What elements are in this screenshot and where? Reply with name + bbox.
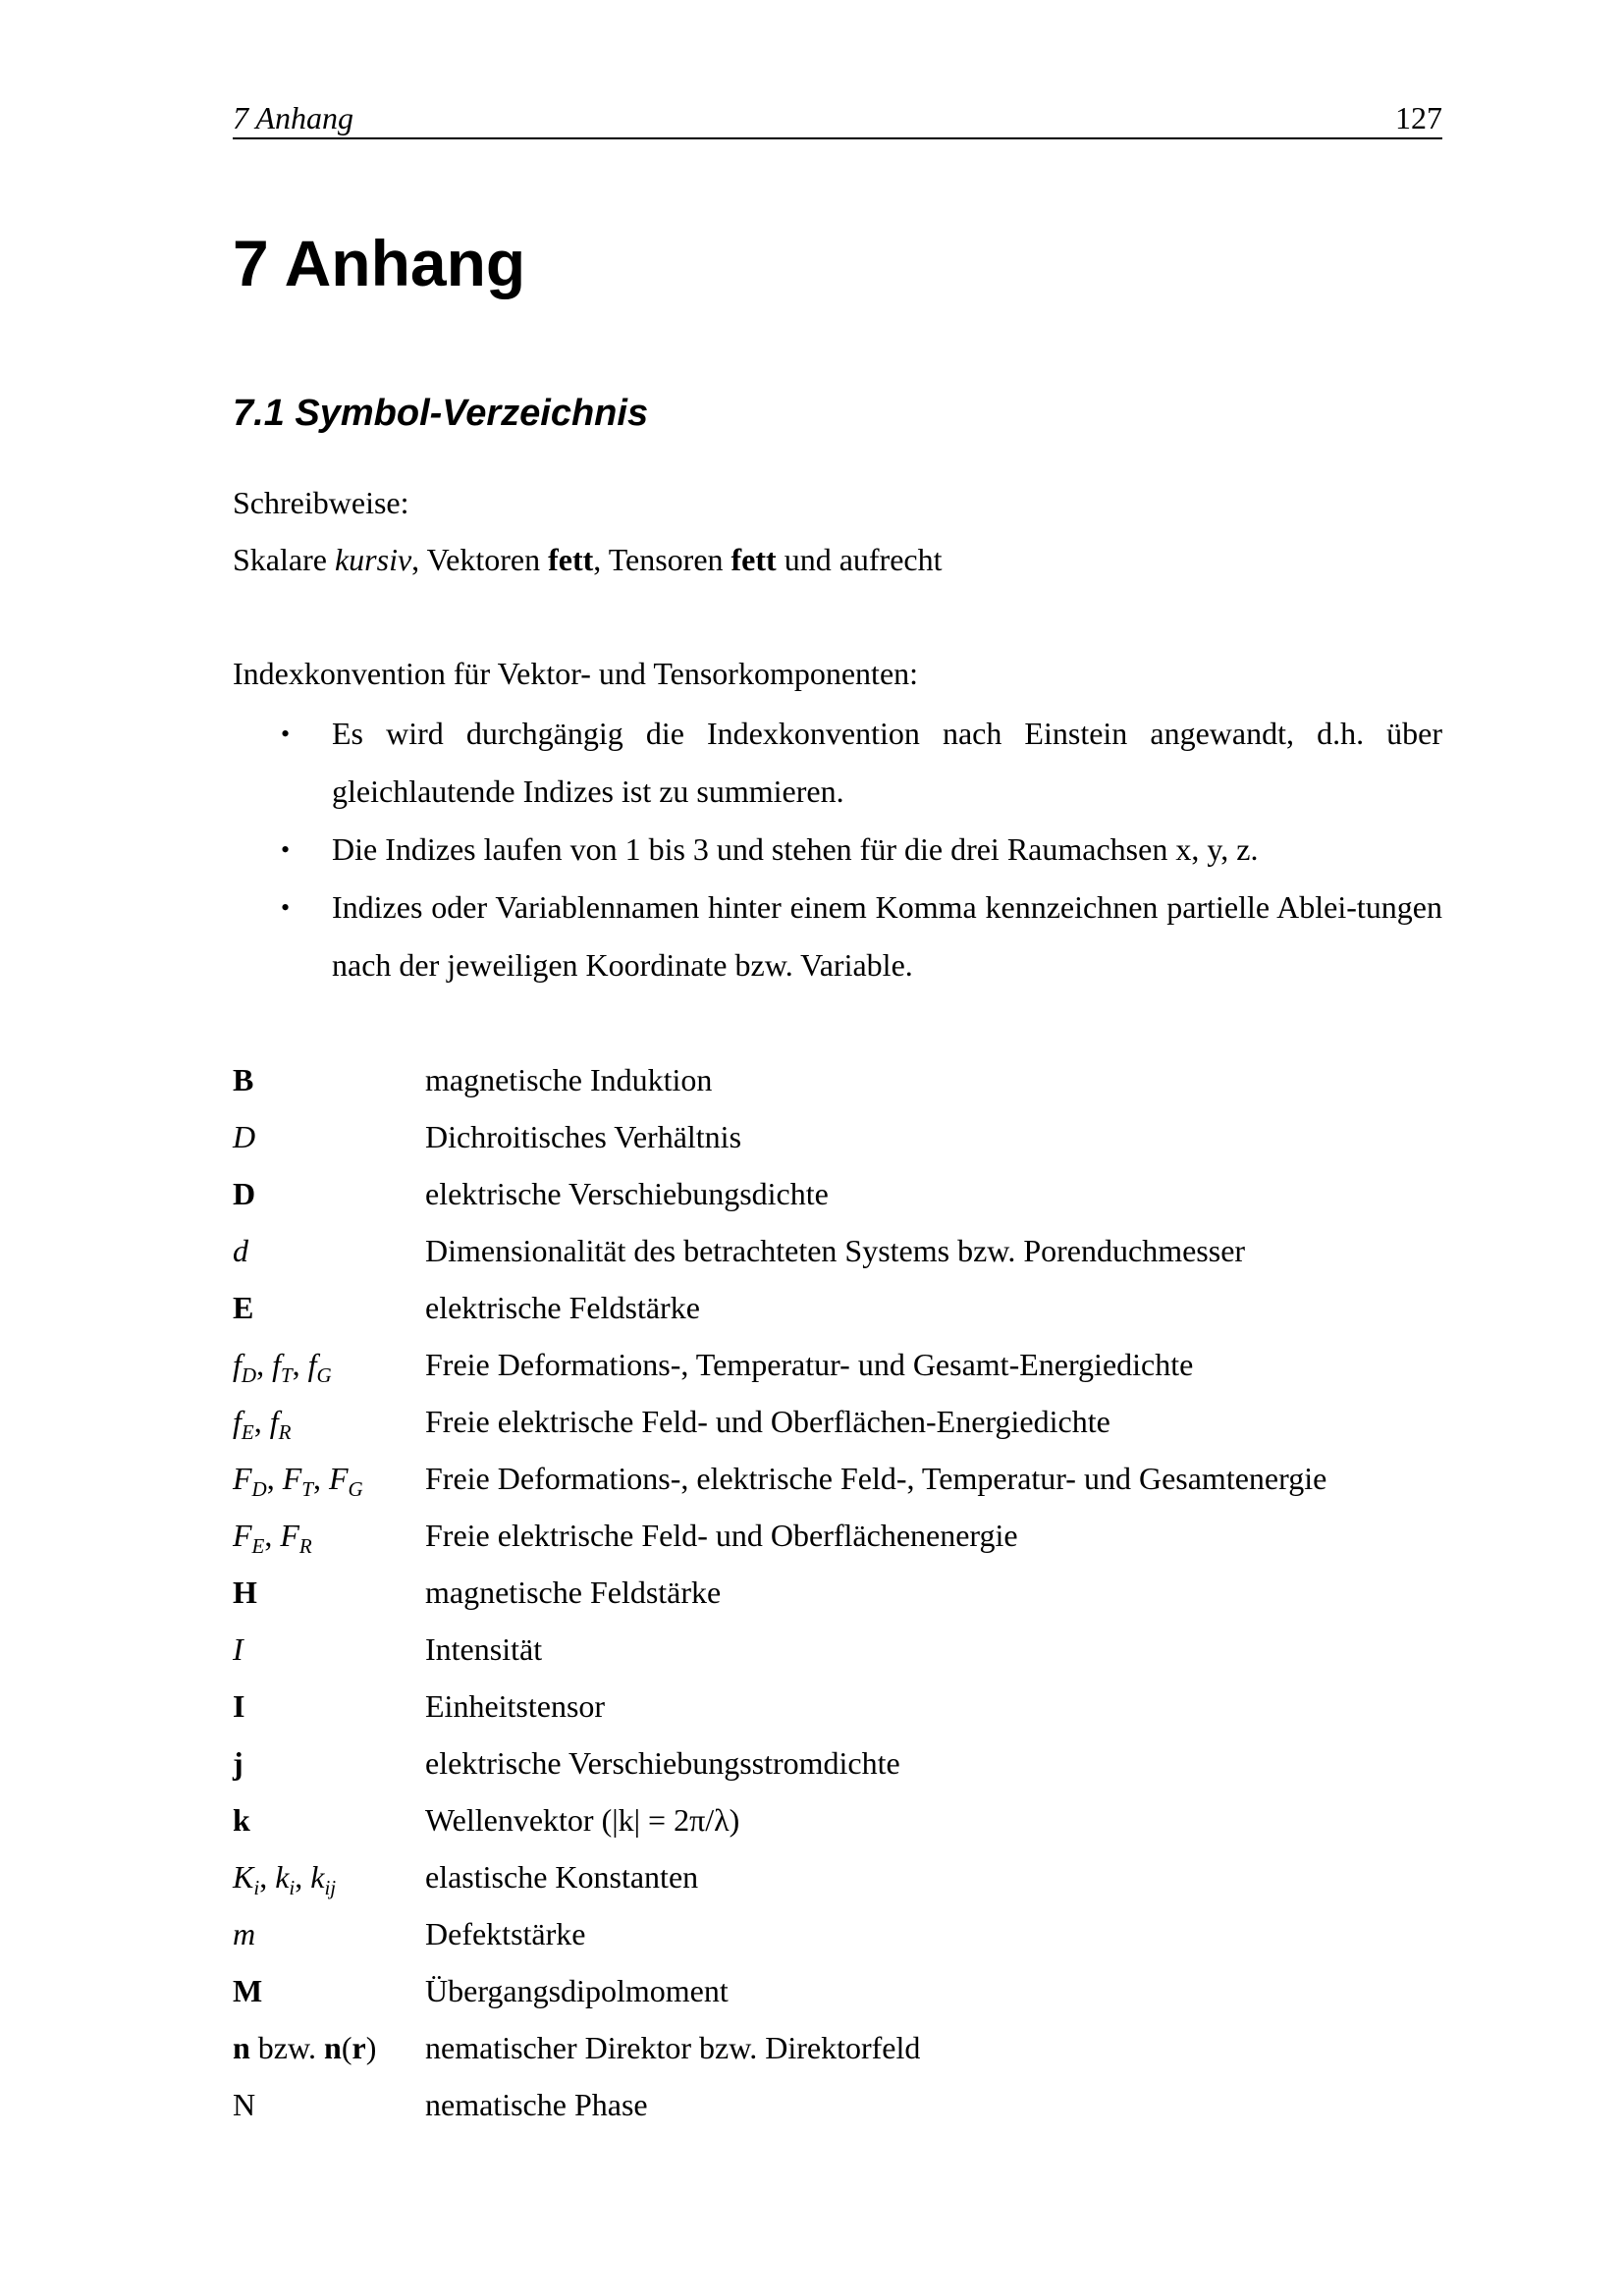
symbol-row [233, 2076, 1326, 2133]
symbol-subscript: R [278, 1420, 292, 1444]
symbol-description: magnetische Induktion [425, 1062, 713, 1097]
bullet-icon: • [281, 893, 291, 922]
notation-bold-word-2: fett [730, 542, 777, 577]
notation-heading: Schreibweise: [233, 485, 409, 520]
symbol-description: Freie Deformations-, elektrische Feld-, Temperatur- und Gesamtenergie [425, 1461, 1327, 1496]
symbol-subscript: G [348, 1477, 363, 1501]
symbol-row [233, 1621, 1326, 1678]
page-number: 127 [1395, 100, 1442, 135]
symbol-description: nematische Phase [425, 2087, 648, 2122]
symbol-subscript: ij [324, 1876, 337, 1899]
symbol [233, 1507, 425, 1564]
symbol-separator: , [253, 1404, 270, 1439]
symbol-paren: ) [365, 2030, 377, 2065]
symbol-description: Einheitstensor [425, 1688, 606, 1724]
notation-text-1: Skalare [233, 542, 335, 577]
symbol: m [233, 1916, 256, 1951]
symbol-part: F [280, 1518, 299, 1553]
symbol-row [233, 1450, 1326, 1507]
notation-italic-word: kursiv [334, 542, 412, 577]
symbol-part: F [233, 1461, 252, 1496]
symbol-part: k [310, 1859, 325, 1895]
symbol-row [233, 1222, 1326, 1279]
list-item [233, 821, 1442, 879]
symbol: I [233, 1688, 245, 1724]
symbol-description: elektrische Verschiebungsdichte [425, 1176, 829, 1211]
symbol-description: Dichroitisches Verhältnis [425, 1119, 742, 1154]
notation-text-4: und aufrecht [776, 542, 943, 577]
symbol-part: n [324, 2030, 342, 2065]
section-title: 7.1 Symbol-Verzeichnis [233, 393, 649, 434]
symbol-separator: , [295, 1859, 311, 1895]
symbol-description: Freie Deformations-, Temperatur- und Gesamt-Energiedichte [425, 1347, 1194, 1382]
list-item [233, 879, 1442, 994]
symbol-subscript: i [289, 1876, 296, 1899]
running-header [233, 96, 1442, 139]
symbol-row [233, 1678, 1326, 1735]
symbol: j [233, 1745, 243, 1781]
symbol-separator: , [292, 1347, 308, 1382]
symbol-subscript: G [316, 1363, 332, 1387]
symbol: d [233, 1233, 248, 1268]
symbol: N [233, 2087, 256, 2122]
symbol-part: f [269, 1404, 279, 1439]
notation-line [233, 540, 943, 579]
symbol-subscript: T [301, 1477, 313, 1501]
symbol-description: Übergangsdipolmoment [425, 1973, 729, 2008]
list-item-text: Indizes oder Variablennamen hinter einem Komma kennzeichnen partielle Ablei-tungen nach der jeweiligen Koordinate bzw. Variable. [332, 889, 1442, 983]
symbol-row [233, 1108, 1326, 1165]
symbol-description: magnetische Feldstärke [425, 1575, 722, 1610]
symbol-row [233, 1735, 1326, 1791]
symbol-subscript: T [280, 1363, 293, 1387]
symbol: k [233, 1802, 250, 1838]
symbol-subscript: i [253, 1876, 260, 1899]
symbol-description: elastische Konstanten [425, 1859, 699, 1895]
symbol: I [233, 1631, 243, 1667]
symbol: M [233, 1973, 263, 2008]
symbol: D [233, 1119, 256, 1154]
symbol-separator: , [256, 1347, 273, 1382]
symbol-description: Dimensionalität des betrachteten Systems bzw. Porenduchmesser [425, 1233, 1246, 1268]
symbol-row [233, 1791, 1326, 1848]
symbol-description: elektrische Verschiebungsstromdichte [425, 1745, 900, 1781]
symbol-part: K [233, 1859, 254, 1895]
symbol [233, 1450, 425, 1507]
symbol-part: n [233, 2030, 250, 2065]
symbol-row [233, 1564, 1326, 1621]
symbol-part: f [233, 1404, 242, 1439]
symbol-part: f [233, 1347, 242, 1382]
symbol-subscript: D [241, 1363, 257, 1387]
symbol-row [233, 2019, 1326, 2076]
symbol-part: f [272, 1347, 281, 1382]
symbol-separator: , [259, 1859, 276, 1895]
symbol [233, 1393, 425, 1450]
symbol-list [233, 1051, 1326, 2133]
symbol-subscript: E [241, 1420, 254, 1444]
symbol-part: F [282, 1461, 302, 1496]
list-item [233, 705, 1442, 821]
symbol-row [233, 1507, 1326, 1564]
symbol-row [233, 1279, 1326, 1336]
notation-text-3: , Tensoren [593, 542, 731, 577]
symbol-description: elektrische Feldstärke [425, 1290, 700, 1325]
symbol-part: F [233, 1518, 252, 1553]
symbol-part: F [328, 1461, 349, 1496]
symbol-subscript: D [251, 1477, 267, 1501]
index-convention-heading: Indexkonvention für Vektor- und Tensorkomponenten: [233, 656, 919, 691]
list-item-text: Die Indizes laufen von 1 bis 3 und stehen für die drei Raumachsen x, y, z. [332, 831, 1259, 867]
symbol-row [233, 1962, 1326, 2019]
symbol-part: r [352, 2030, 366, 2065]
symbol-row [233, 1051, 1326, 1108]
symbol-description: Freie elektrische Feld- und Oberflächen-Energiedichte [425, 1404, 1110, 1439]
symbol-row [233, 1393, 1326, 1450]
notation-bold-word-1: fett [548, 542, 594, 577]
bullet-icon: • [281, 720, 291, 748]
symbol-description: Wellenvektor (|k| = 2π/λ) [425, 1802, 740, 1838]
symbol-description: Freie elektrische Feld- und Oberflächenenergie [425, 1518, 1018, 1553]
symbol-part: f [307, 1347, 317, 1382]
symbol: E [233, 1290, 254, 1325]
symbol-separator: , [266, 1461, 283, 1496]
index-convention-list [233, 705, 1442, 994]
running-title: 7 Anhang [233, 100, 353, 135]
symbol-row [233, 1165, 1326, 1222]
chapter-title: 7 Anhang [233, 227, 526, 299]
symbol-separator: , [264, 1518, 281, 1553]
symbol-row [233, 1905, 1326, 1962]
symbol-description: nematischer Direktor bzw. Direktorfeld [425, 2030, 921, 2065]
symbol-separator: , [312, 1461, 329, 1496]
symbol-description: Defektstärke [425, 1916, 586, 1951]
symbol-subscript: R [298, 1534, 312, 1558]
symbol-row [233, 1848, 1326, 1905]
bullet-icon: • [281, 835, 291, 864]
symbol-row [233, 1336, 1326, 1393]
symbol-subscript: E [251, 1534, 265, 1558]
symbol-description: Intensität [425, 1631, 543, 1667]
symbol [233, 2019, 425, 2076]
symbol-part: k [275, 1859, 290, 1895]
symbol: H [233, 1575, 257, 1610]
symbol [233, 1848, 425, 1905]
symbol [233, 1336, 425, 1393]
symbol: D [233, 1176, 256, 1211]
symbol-separator: bzw. [249, 2030, 325, 2065]
symbol-paren: ( [341, 2030, 352, 2065]
list-item-text: Es wird durchgängig die Indexkonvention nach Einstein angewandt, d.h. über gleichlautende Indizes ist zu summieren. [332, 716, 1442, 809]
notation-text-2: , Vektoren [411, 542, 549, 577]
symbol: B [233, 1062, 254, 1097]
